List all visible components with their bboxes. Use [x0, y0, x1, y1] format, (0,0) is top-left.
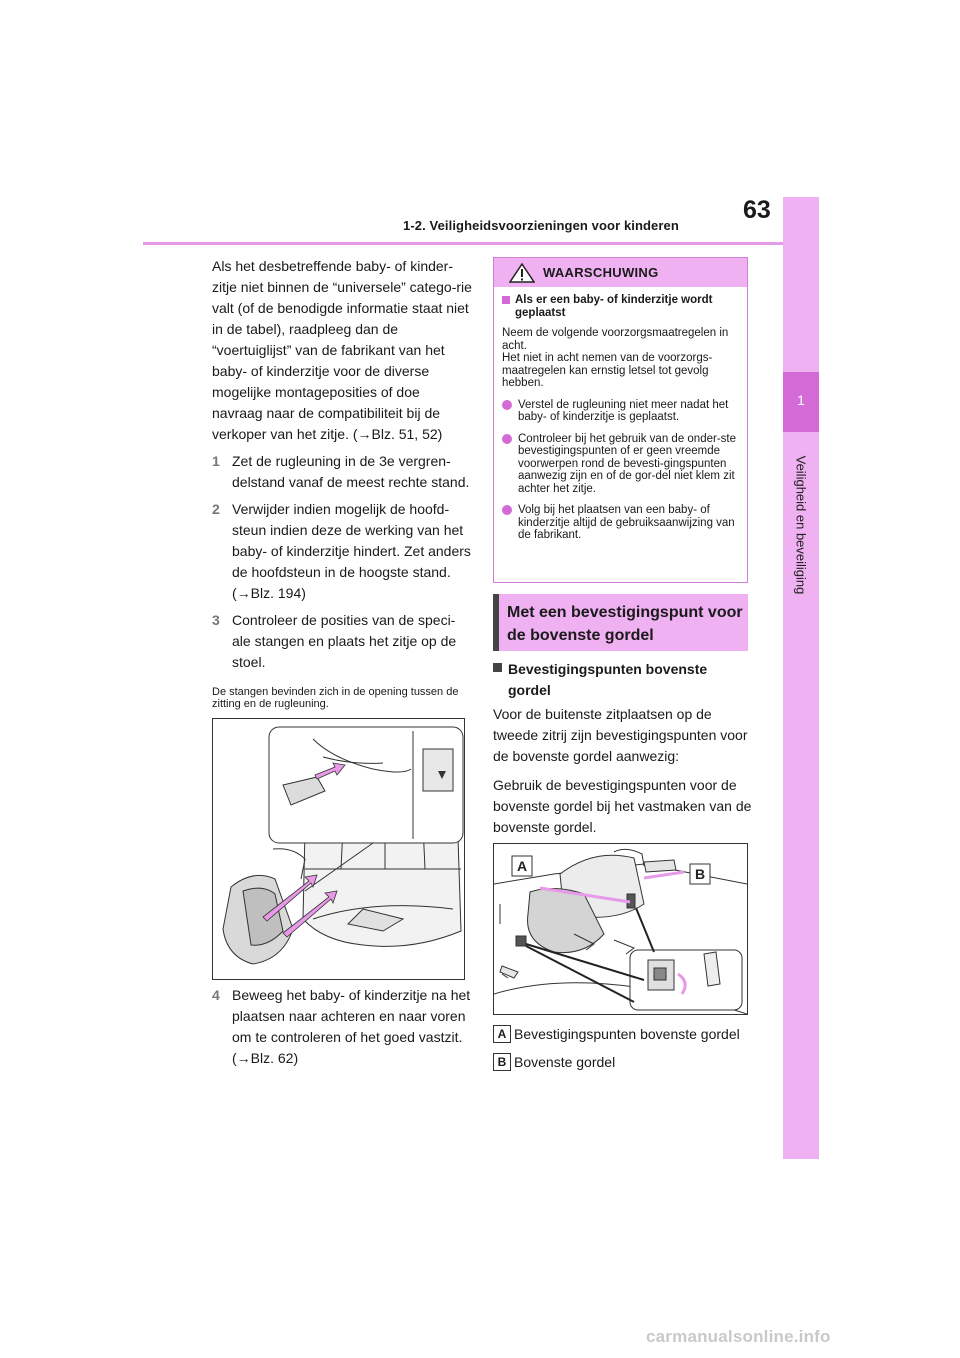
warning-bullet [502, 433, 739, 496]
step-number: 2 [212, 501, 220, 517]
warning-subtitle [502, 294, 739, 319]
legend-text: Bovenste gordel [514, 1054, 616, 1070]
chapter-number: 1 [797, 392, 805, 408]
step-text: Controleer de posities van de speci-ale stangen en plaats het zitje op de stoel. [232, 612, 457, 670]
warning-box [493, 257, 748, 583]
step-text: Beweeg het baby- of kinderzitje na het plaatsen naar achteren en naar voren om te controleren of het goed vastzit. (→Blz. 62) [232, 987, 471, 1066]
anchor-illustration-svg [494, 844, 747, 1014]
round-bullet-icon [502, 434, 512, 444]
step-number: 3 [212, 612, 220, 628]
step-text: Zet de rugleuning in de 3e vergren-delstand vanaf de meest rechte stand. [232, 453, 470, 490]
legend-item-b [493, 1052, 753, 1073]
legend-item-a [493, 1024, 753, 1045]
page-number: 63 [743, 196, 771, 224]
seat-illustration-svg [213, 719, 464, 979]
warning-bullet [502, 504, 739, 542]
child-seat-installation-illustration [212, 718, 465, 980]
subheading [493, 659, 748, 701]
warning-triangle-icon [509, 263, 535, 283]
label-a: A [516, 858, 528, 874]
step-4 [212, 985, 474, 1069]
legend-key: A [493, 1025, 511, 1043]
warning-subtitle-text: Als er een baby- of kinderzitje wordt geplaatst [515, 294, 713, 319]
legend-key: B [493, 1053, 511, 1071]
square-bullet-icon [502, 296, 510, 304]
section-title: Met een bevestigingspunt voor de bovenste gordel [507, 604, 743, 644]
step-number: 4 [212, 987, 220, 1003]
footer-watermark: carmanualsonline.info [646, 1327, 831, 1346]
warning-bullet [502, 399, 739, 424]
warning-bullet-text: Volg bij het plaatsen van een baby- of kinderzitje altijd de gebruiksaanwijzing van de fabrikant. [518, 504, 735, 541]
step-3 [212, 610, 474, 673]
step-text: Verwijder indien mogelijk de hoofd-steun indien deze de werking van het baby- of kinderzitje hindert. Zet anders de hoofdsteun in de hoogste stand. (→Blz. 194) [232, 501, 471, 601]
section-header-title: 1-2. Veiligheidsvoorzieningen voor kinderen [403, 218, 679, 233]
left-column-bottom [212, 985, 474, 1069]
step-1 [212, 451, 474, 493]
subheading-text: Bevestigingspunten bovenste gordel [508, 661, 708, 698]
section-paragraph: Voor de buitenste zitplaatsen op de tweede zitrij zijn bevestigingspunten voor de bovenste gordel aanwezig: [493, 706, 748, 764]
warning-title: WAARSCHUWING [543, 265, 659, 280]
anchor-points-illustration [493, 843, 748, 1015]
square-bullet-icon [493, 663, 502, 672]
step-2 [212, 499, 474, 604]
intro-paragraph: Als het desbetreffende baby- of kinder-zitje niet binnen de “universele” catego-rie valt (of de benodigde informatie staat niet in de tabel), raadpleeg dan de “voertuiglijst” van de fabrikant van het baby- of kinderzitje voor de diverse mogelijke montageposities of doe navraag naar de compatibiliteit bij de verkoper van het zitje. (→Blz. 51, 52) [212, 258, 472, 442]
warning-bullet-text: Verstel de rugleuning niet meer nadat het baby- of kinderzitje is geplaatst. [518, 398, 729, 423]
chapter-side-tab [783, 197, 819, 1159]
section-paragraph: Gebruik de bevestigingspunten voor de bovenste gordel bij het vastmaken van de bovenste gordel. [493, 777, 752, 835]
note-text: De stangen bevinden zich in de opening tussen de zitting en de rugleuning. [212, 686, 459, 710]
chapter-label: Veiligheid en beveiliging [793, 455, 809, 595]
section-heading-box [493, 594, 748, 651]
legend-text: Bevestigingspunten bovenste gordel [514, 1026, 740, 1042]
warning-body [494, 287, 747, 542]
label-b: B [694, 866, 706, 882]
section-body [493, 704, 753, 846]
warning-bullet-text: Controleer bij het gebruik van de onder-ste bevestigingspunten of er geen vreemde voorwerpen rond de bevesti-gingspunten aanwezig zijn en of de gor-del niet klem zit achter het zitje. [518, 432, 736, 495]
header-rule [143, 242, 783, 245]
warning-header [494, 258, 747, 287]
step-number: 1 [212, 453, 220, 469]
left-column [212, 256, 474, 710]
warning-intro: Neem de volgende voorzorgsmaatregelen in acht. Het niet in acht nemen van de voorzorgs-maatregelen kan ernstig letsel tot gevolg hebben. [502, 327, 729, 389]
round-bullet-icon [502, 505, 512, 515]
round-bullet-icon [502, 400, 512, 410]
